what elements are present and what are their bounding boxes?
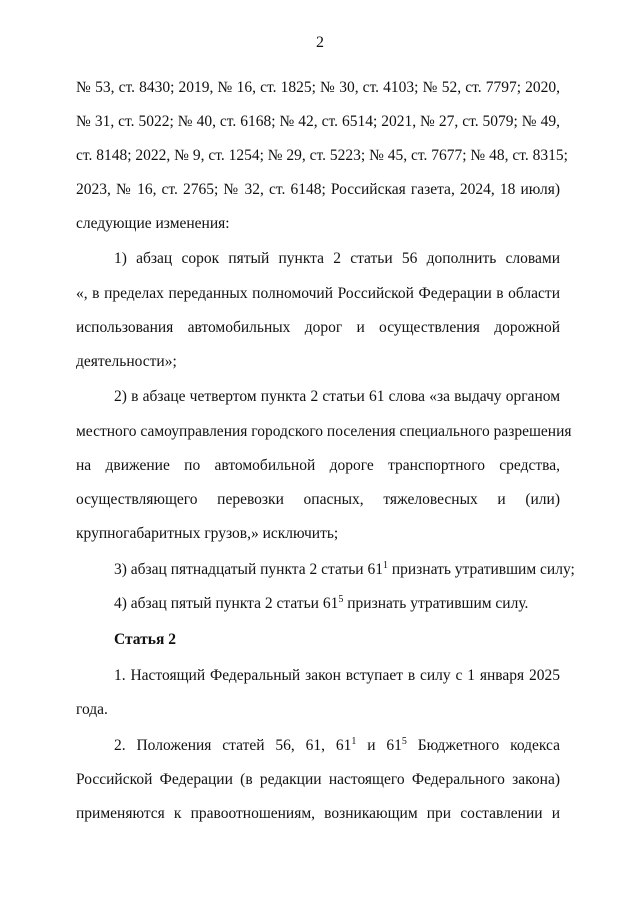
superscript: 5	[338, 594, 344, 605]
superscript: 1	[351, 736, 357, 747]
line-text: Бюджетного кодекса	[406, 737, 560, 754]
line-text: и 61	[356, 737, 402, 754]
text-line	[114, 736, 560, 756]
text-line: осуществляющего перевозки опасных, тяжеловесных и (или)	[76, 491, 560, 508]
text-line: крупногабаритных грузов,» исключить;	[76, 525, 339, 542]
text-line	[114, 560, 575, 580]
text-line: использования автомобильных дорог и осуществления дорожной	[76, 319, 560, 336]
line-text: 3) абзац пятнадцатый пункта 2 статьи 61	[114, 561, 383, 578]
text-line: «, в пределах переданных полномочий Российской Федерации в области	[76, 285, 560, 302]
article-heading: Статья 2	[114, 631, 176, 648]
line-text: признать утратившим силу;	[387, 561, 575, 578]
text-line: Российской Федерации (в редакции настоящего Федерального закона)	[76, 771, 560, 788]
text-line: 1) абзац сорок пятый пункта 2 статьи 56 дополнить словами	[114, 250, 560, 267]
superscript: 1	[382, 560, 388, 571]
text-line	[114, 594, 560, 614]
text-line: № 31, ст. 5022; № 40, ст. 6168; № 42, ст. 6514; 2021, № 27, ст. 5079; № 49,	[76, 113, 560, 130]
line-text: 2. Положения статей 56, 61, 61	[114, 737, 352, 754]
text-line: 2023, № 16, ст. 2765; № 32, ст. 6148; Российская газета, 2024, 18 июля)	[76, 181, 560, 198]
text-line: применяются к правоотношениям, возникающим при составлении и	[76, 805, 560, 822]
text-line: деятельности»;	[76, 353, 177, 370]
text-line: местного самоуправления городского поселения специального разрешения	[76, 423, 572, 440]
text-line: на движение по автомобильной дороге транспортного средства,	[76, 457, 560, 474]
text-line: ст. 8148; 2022, № 9, ст. 1254; № 29, ст. 5223; № 45, ст. 7677; № 48, ст. 8315;	[76, 147, 568, 164]
text-line: года.	[76, 701, 108, 718]
text-line: следующие изменения:	[76, 215, 230, 232]
page-number: 2	[316, 34, 324, 51]
text-line: 1. Настоящий Федеральный закон вступает в силу с 1 января 2025	[114, 667, 560, 684]
text-line: № 53, ст. 8430; 2019, № 16, ст. 1825; № 30, ст. 4103; № 52, ст. 7797; 2020,	[76, 79, 560, 96]
text-line: 2) в абзаце четвертом пункта 2 статьи 61 слова «за выдачу органом	[114, 388, 560, 405]
line-text: признать утратившим силу.	[343, 595, 529, 612]
line-text: 4) абзац пятый пункта 2 статьи 61	[114, 595, 339, 612]
superscript: 5	[401, 736, 407, 747]
